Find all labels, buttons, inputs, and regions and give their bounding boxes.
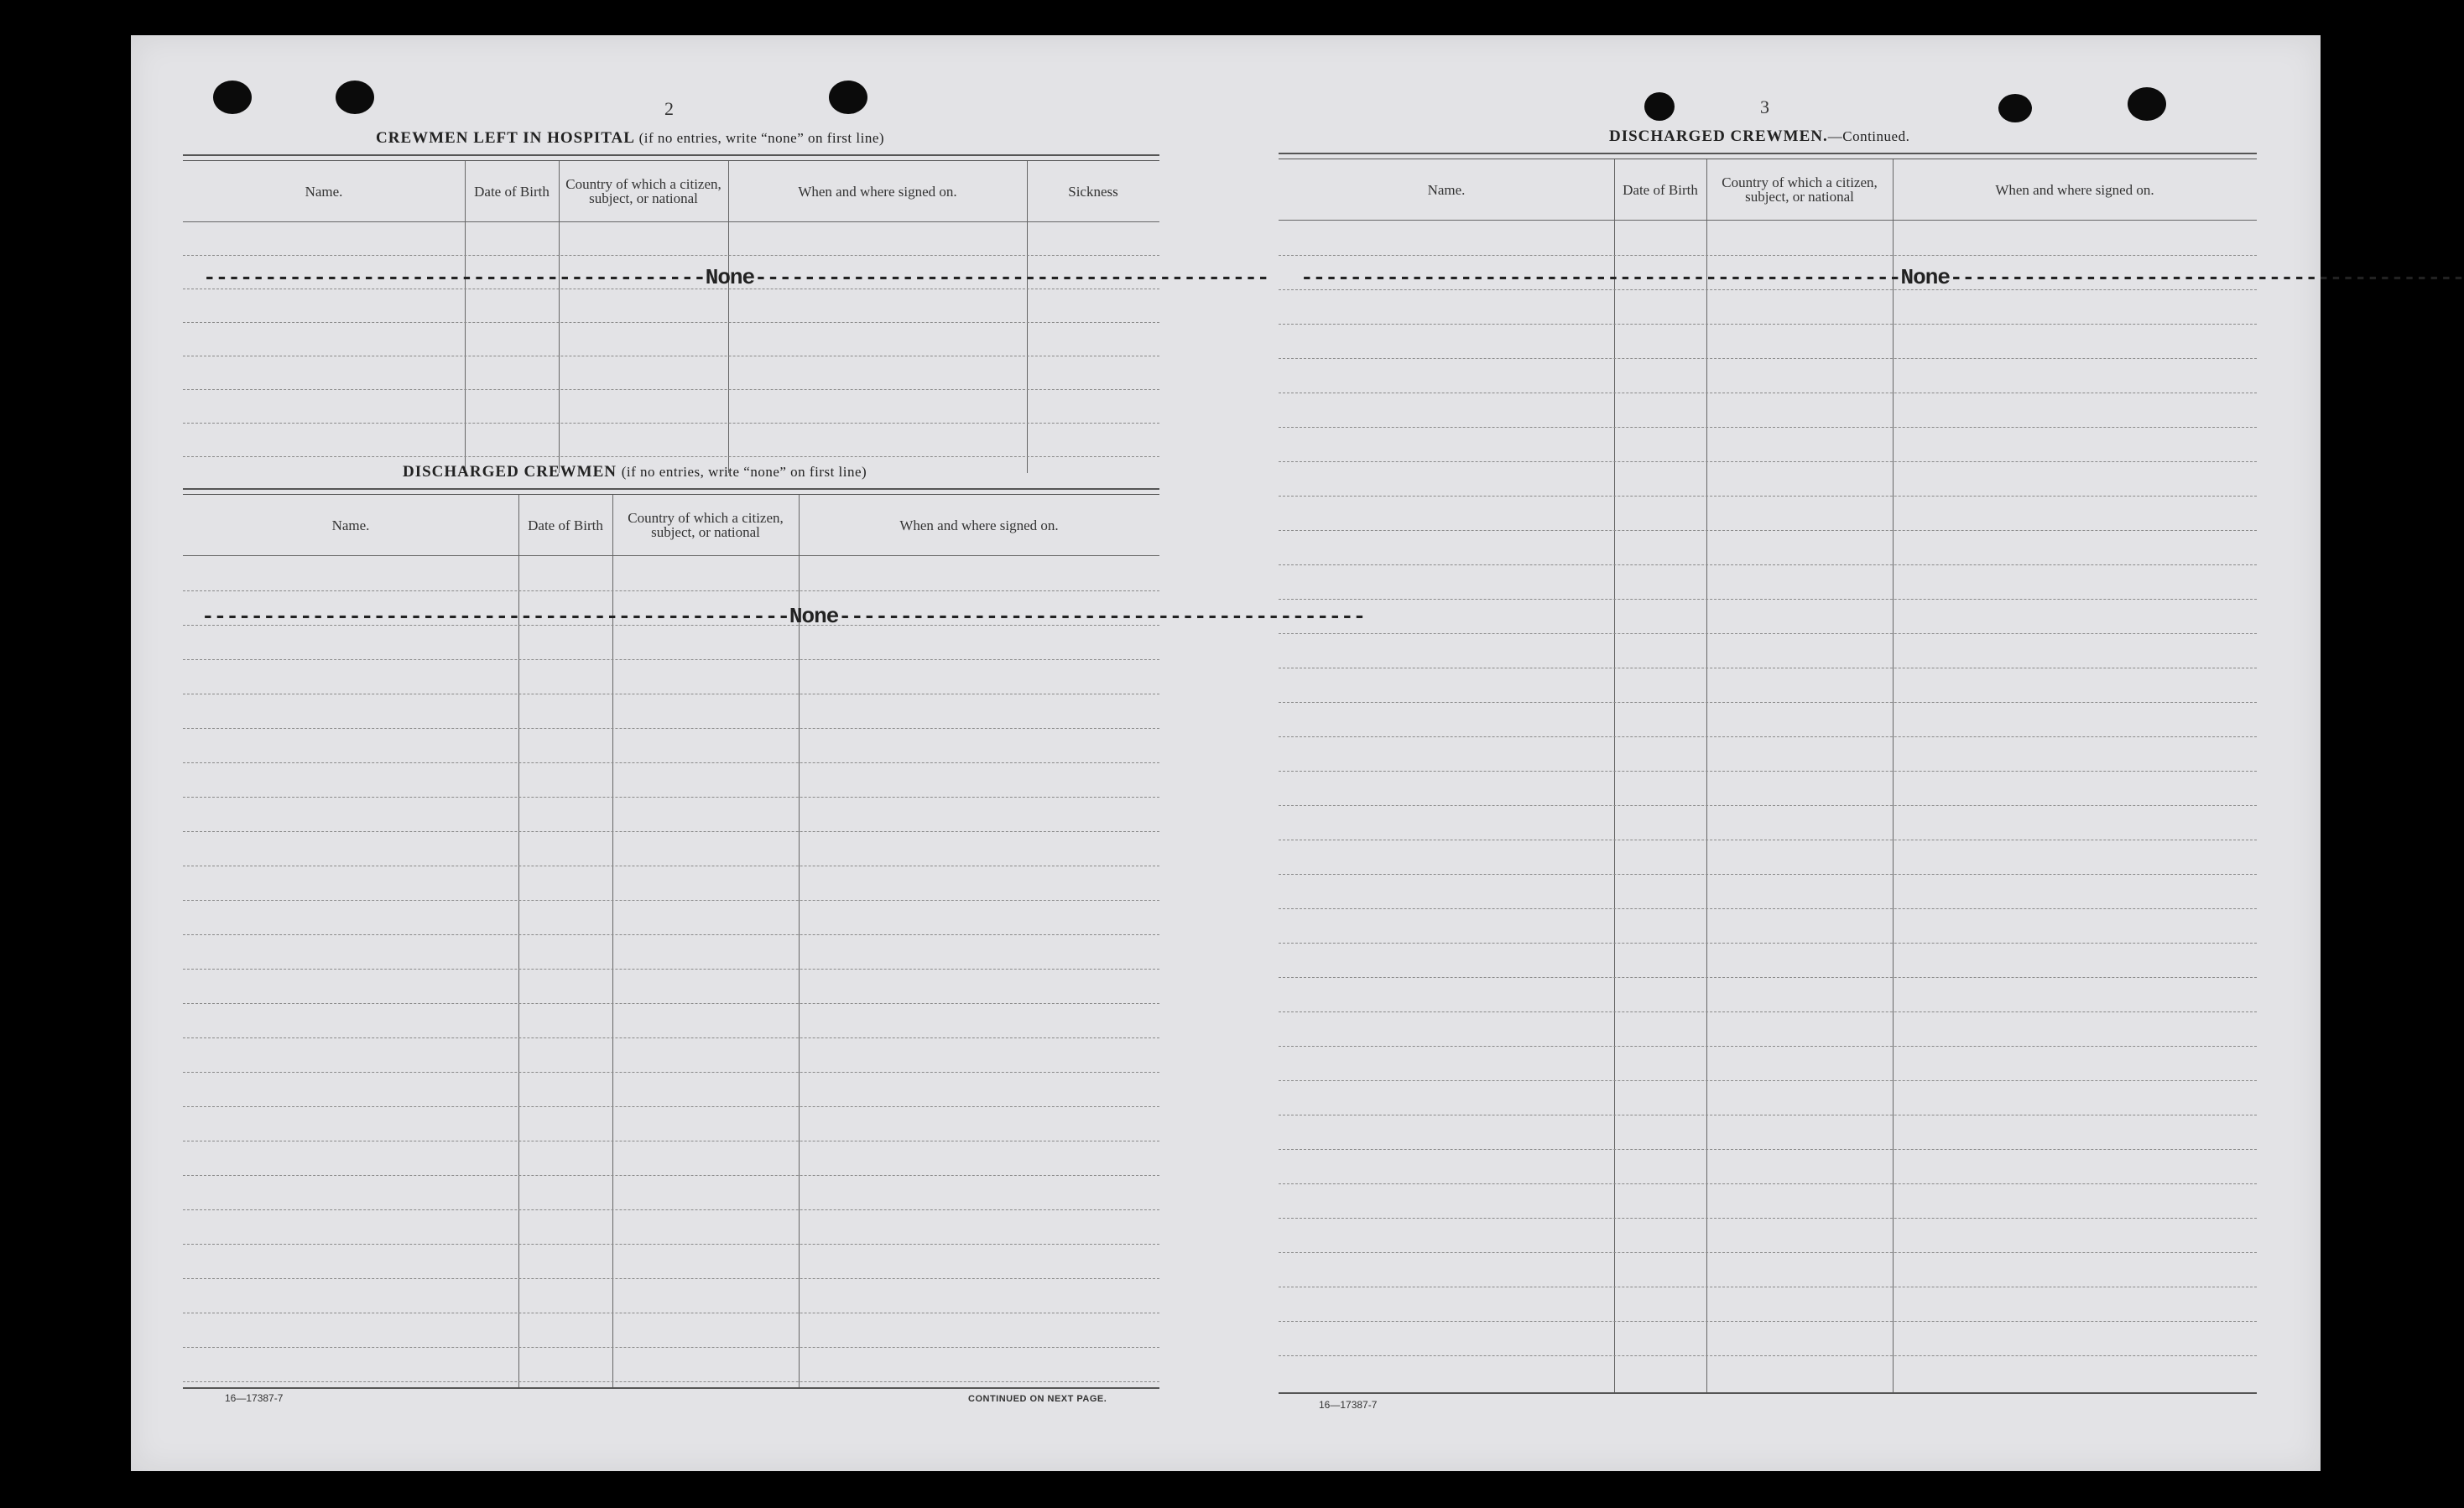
ruled-line	[183, 659, 1159, 660]
column-divider	[1027, 161, 1028, 473]
ruled-line	[1279, 874, 2257, 875]
none-entry	[203, 265, 1269, 290]
punch-hole	[1644, 92, 1675, 121]
column-divider	[1614, 159, 1615, 1392]
ruled-line	[1279, 736, 2257, 737]
ruled-line	[1279, 943, 2257, 944]
col-header-dob: Date of Birth	[1623, 181, 1698, 198]
ruled-line	[183, 1037, 1159, 1038]
col-header-signed-on: When and where signed on.	[899, 517, 1059, 533]
ruled-line	[183, 900, 1159, 901]
col-header-signed-on: When and where signed on.	[798, 183, 957, 200]
ruled-line	[183, 1003, 1159, 1004]
ruled-line	[1279, 1183, 2257, 1184]
double-rule	[183, 488, 1159, 495]
bottom-rule	[1279, 1392, 2257, 1394]
form-code: 16—17387-7	[1319, 1399, 1378, 1411]
discharged-title-note: (if no entries, write “none” on first line)	[621, 464, 867, 480]
col-header-name: Name.	[1427, 181, 1466, 198]
ruled-line	[1279, 1080, 2257, 1081]
discharged-cont-title-text: DISCHARGED CREWMEN.	[1609, 127, 1828, 145]
discharged-title-text: DISCHARGED CREWMEN	[403, 463, 617, 481]
hospital-section-title	[376, 129, 884, 148]
ruled-line	[1279, 255, 2257, 256]
ruled-line	[1279, 289, 2257, 290]
none-entry	[1300, 265, 2464, 290]
dash-fill: -------------------------------------------	[838, 604, 1366, 629]
column-divider	[1893, 159, 1894, 1392]
table-header	[183, 161, 1159, 222]
ruled-line	[1279, 1355, 2257, 1356]
hospital-title-text: CREWMEN LEFT IN HOSPITAL	[376, 129, 634, 147]
ruled-line	[1279, 599, 2257, 600]
dash-fill: ------------------------------------------	[754, 265, 1269, 290]
ruled-line	[1279, 702, 2257, 703]
punch-hole	[213, 81, 252, 114]
ruled-line	[183, 934, 1159, 935]
ruled-line	[183, 762, 1159, 763]
punch-hole	[2128, 87, 2166, 121]
ruled-line	[1279, 496, 2257, 497]
discharged-table	[183, 495, 1366, 1387]
ruled-line	[183, 1175, 1159, 1176]
ruled-line	[1279, 977, 2257, 978]
ruled-line	[1279, 358, 2257, 359]
ruled-line	[1279, 633, 2257, 634]
bottom-rule	[183, 1387, 1159, 1389]
ruled-line	[183, 1244, 1159, 1245]
dash-fill: ------------------------------------------------	[201, 604, 789, 629]
table-header	[1279, 159, 2257, 221]
discharged-cont-section-title	[1609, 127, 1909, 146]
dash-fill: ------------------------------------------	[1949, 265, 2464, 290]
column-divider	[465, 161, 466, 473]
hospital-title-note: (if no entries, write “none” on first line)	[638, 130, 885, 146]
col-header-dob: Date of Birth	[474, 183, 550, 200]
ruled-line	[1279, 1046, 2257, 1047]
dash-fill: -----------------------------------------	[203, 265, 706, 290]
col-header-country: Country of which a citizen, subject, or national	[1722, 174, 1878, 205]
ruled-line	[1279, 1149, 2257, 1150]
column-divider	[559, 161, 560, 473]
hospital-table	[183, 161, 1269, 473]
none-text: None	[789, 604, 839, 629]
punch-hole	[829, 81, 867, 114]
ruled-line	[183, 625, 1159, 626]
none-text: None	[705, 265, 755, 290]
double-rule	[183, 154, 1159, 161]
ruled-line	[183, 831, 1159, 832]
ruled-line	[183, 590, 1159, 591]
ruled-line	[1279, 1321, 2257, 1322]
ruled-line	[183, 728, 1159, 729]
ruled-line	[1279, 461, 2257, 462]
ruled-line	[183, 389, 1159, 390]
continued-note: CONTINUED ON NEXT PAGE.	[968, 1394, 1107, 1404]
col-header-name: Name.	[305, 183, 343, 200]
discharged-section-title	[403, 463, 867, 481]
ruled-line	[183, 1381, 1159, 1382]
ruled-line	[183, 797, 1159, 798]
punch-hole	[336, 81, 374, 114]
ruled-line	[1279, 1011, 2257, 1012]
punch-hole	[1998, 94, 2032, 122]
discharged-cont-table	[1279, 159, 2464, 1392]
ruled-line	[183, 423, 1159, 424]
none-text: None	[1900, 265, 1950, 290]
ruled-line	[1279, 427, 2257, 428]
col-header-country: Country of which a citizen, subject, or national	[565, 176, 721, 206]
discharged-cont-title-suffix: —Continued.	[1827, 128, 1910, 144]
column-divider	[728, 161, 729, 473]
ruled-line	[1279, 1218, 2257, 1219]
table-header	[183, 495, 1159, 556]
col-header-name: Name.	[331, 517, 370, 533]
ruled-line	[183, 456, 1159, 457]
ruled-line	[183, 255, 1159, 256]
ruled-line	[1279, 908, 2257, 909]
ruled-line	[183, 1106, 1159, 1107]
ruled-line	[183, 1347, 1159, 1348]
dash-fill: -------------------------------------------------	[1300, 265, 1901, 290]
ruled-line	[1279, 1252, 2257, 1253]
page-number: 2	[664, 98, 674, 119]
ruled-line	[183, 1278, 1159, 1279]
col-header-sickness: Sickness	[1068, 183, 1118, 200]
document-sheet	[131, 35, 2464, 1471]
form-code: 16—17387-7	[225, 1392, 284, 1404]
ruled-line	[183, 1072, 1159, 1073]
ruled-line	[183, 969, 1159, 970]
ruled-line	[1279, 564, 2257, 565]
double-rule	[1279, 153, 2257, 159]
ruled-line	[1279, 771, 2257, 772]
ruled-line	[183, 322, 1159, 323]
column-divider	[1706, 159, 1707, 1392]
col-header-signed-on: When and where signed on.	[1995, 181, 2154, 198]
ruled-line	[1279, 805, 2257, 806]
col-header-country: Country of which a citizen, subject, or national	[628, 510, 784, 540]
page-number: 3	[1760, 96, 1769, 117]
col-header-dob: Date of Birth	[528, 517, 603, 533]
ruled-line	[183, 1209, 1159, 1210]
ruled-line	[1279, 324, 2257, 325]
ruled-line	[1279, 530, 2257, 531]
